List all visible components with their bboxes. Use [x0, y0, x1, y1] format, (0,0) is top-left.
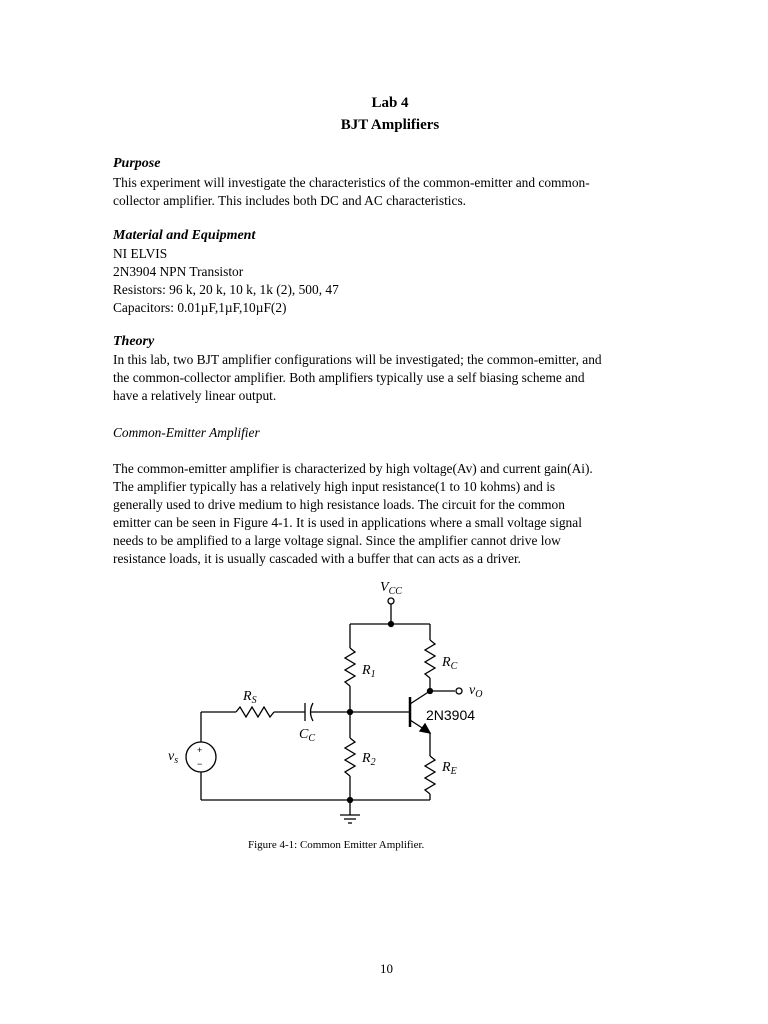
source-plus-sign: +: [197, 745, 203, 755]
ce-line: The amplifier typically has a relatively high input resistance(1 to 10 kohms) and is: [113, 479, 556, 494]
materials-item: Capacitors: 0.01µF,1µF,10µF(2): [113, 300, 287, 315]
r2-resistor: [345, 738, 355, 776]
page-title: BJT Amplifiers: [340, 117, 440, 133]
r1-label: $R_1$: [362, 663, 376, 680]
ground-icon: [340, 815, 360, 823]
vcc-label: $V_{CC}$: [380, 580, 402, 597]
rc-resistor: [425, 640, 435, 678]
ce-line: generally used to drive medium to high resistance loads. The circuit for the common: [113, 497, 565, 512]
theory-line: the common-collector amplifier. Both amplifiers typically use a self biasing scheme and: [113, 370, 585, 385]
page-number: 10: [380, 961, 393, 976]
vs-label: $v_s$: [168, 749, 179, 766]
r1-resistor: [345, 648, 355, 686]
re-label: $R_E$: [442, 760, 457, 777]
figure-caption: Figure 4-1: Common Emitter Amplifier.: [248, 839, 425, 851]
purpose-heading: Purpose: [113, 156, 161, 171]
materials-item: NI ELVIS: [113, 246, 168, 261]
materials-heading: Material and Equipment: [113, 228, 256, 243]
vo-label: $v_O$: [469, 683, 483, 700]
r2-label: $R_2$: [362, 751, 376, 768]
purpose-line: collector amplifier. This includes both DC and AC characteristics.: [113, 193, 467, 208]
materials-item: 2N3904 NPN Transistor: [113, 264, 244, 279]
source-minus-sign: −: [197, 759, 203, 769]
ce-line: resistance loads, it is usually cascaded with a buffer that can acts as a driver.: [113, 551, 522, 566]
materials-item: Resistors: 96 k, 20 k, 10 k, 1k (2), 500, 47: [113, 282, 339, 297]
rs-resistor: [236, 707, 274, 717]
ce-line: emitter can be seen in Figure 4-1. It is used in applications where a small voltage signal: [113, 515, 582, 530]
re-resistor: [425, 756, 435, 794]
vcc-terminal: [388, 598, 394, 604]
ce-line: needs to be amplified to a large voltage signal. Since the amplifier cannot drive low: [113, 533, 561, 548]
purpose-line: This experiment will investigate the characteristics of the common-emitter and common-: [113, 175, 590, 190]
ce-line: The common-emitter amplifier is characterized by high voltage(Av) and current gain(Ai).: [113, 461, 593, 476]
theory-line: have a relatively linear output.: [113, 388, 277, 403]
cc-label: $C_C$: [299, 727, 316, 744]
theory-heading: Theory: [113, 334, 155, 349]
ce-subheading: Common-Emitter Amplifier: [113, 425, 260, 440]
transistor-label: 2N3904: [426, 707, 476, 723]
lab-number: Lab 4: [371, 95, 409, 111]
rs-label: $R_S$: [243, 689, 257, 706]
vo-terminal: [456, 688, 462, 694]
theory-line: In this lab, two BJT amplifier configurations will be investigated; the common-emitter, and: [113, 352, 602, 367]
rc-label: $R_C$: [442, 655, 458, 672]
